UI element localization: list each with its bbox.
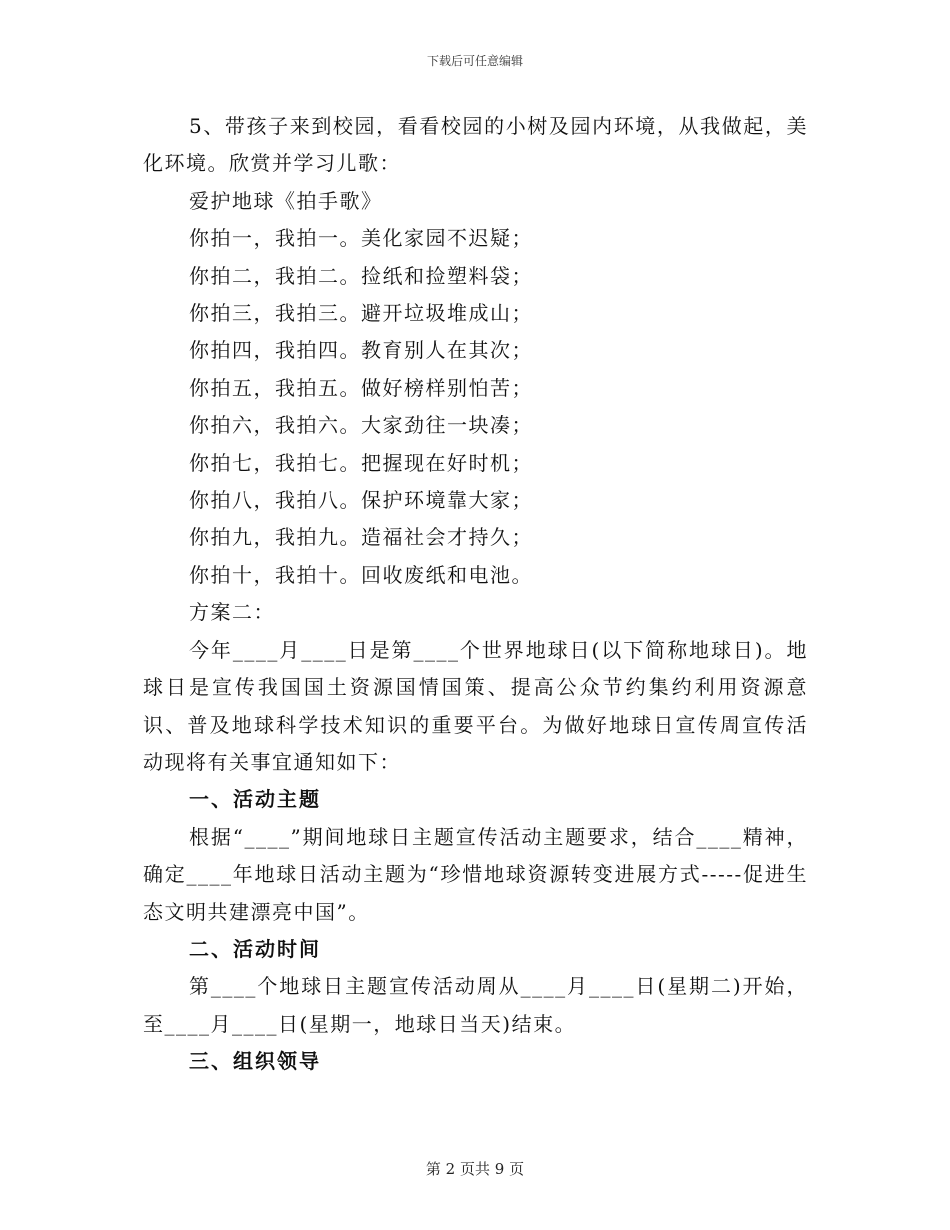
section-heading-time: 二、活动时间 [189, 936, 321, 961]
theme-paragraph: 根据“____”期间地球日主题宣传活动主题要求，结合____精神，确定____年地球日活动主题为“珍惜地球资源转变进展方式-----促进生态文明共建漂亮中国”。 [143, 824, 808, 924]
page-footer: 第 2 页共 9 页 [425, 1160, 525, 1178]
song-line: 你拍六，我拍六。大家劲往一块凑； [189, 413, 533, 438]
time-paragraph: 第____个地球日主题宣传活动周从____月____日(星期二)开始，至____月____日(星期一，地球日当天)结束。 [143, 974, 808, 1036]
plan-two-label: 方案二： [189, 600, 275, 625]
song-line: 你拍一，我拍一。美化家园不迟疑； [189, 226, 533, 251]
song-title: 爱护地球《拍手歌》 [189, 188, 383, 213]
section-heading-organization: 三、组织领导 [189, 1049, 321, 1074]
intro-paragraph: 5、带孩子来到校园，看看校园的小树及园内环境，从我做起，美化环境。欣赏并学习儿歌： [143, 114, 808, 176]
section-heading-theme: 一、活动主题 [189, 787, 321, 812]
song-line: 你拍九，我拍九。造福社会才持久； [189, 525, 533, 550]
earth-day-paragraph: 今年____月____日是第____个世界地球日(以下简称地球日)。地球日是宣传我国国土资源国情国策、提高公众节约集约利用资源意识、普及地球科学技术知识的重要平台。为做好地球日宣传周宣传活动现将有关事宜通知如下： [143, 637, 808, 774]
song-line: 你拍五，我拍五。做好榜样别怕苦； [189, 375, 533, 400]
song-line: 你拍八，我拍八。保护环境靠大家； [189, 488, 533, 513]
song-line: 你拍三，我拍三。避开垃圾堆成山； [189, 301, 533, 326]
document-body [143, 108, 808, 1081]
song-line: 你拍四，我拍四。教育别人在其次； [189, 338, 533, 363]
song-line: 你拍七，我拍七。把握现在好时机； [189, 450, 533, 475]
song-line: 你拍十，我拍十。回收废纸和电池。 [189, 562, 533, 587]
song-line: 你拍二，我拍二。捡纸和捡塑料袋； [189, 263, 533, 288]
page-header: 下载后可任意编辑 [426, 54, 523, 68]
